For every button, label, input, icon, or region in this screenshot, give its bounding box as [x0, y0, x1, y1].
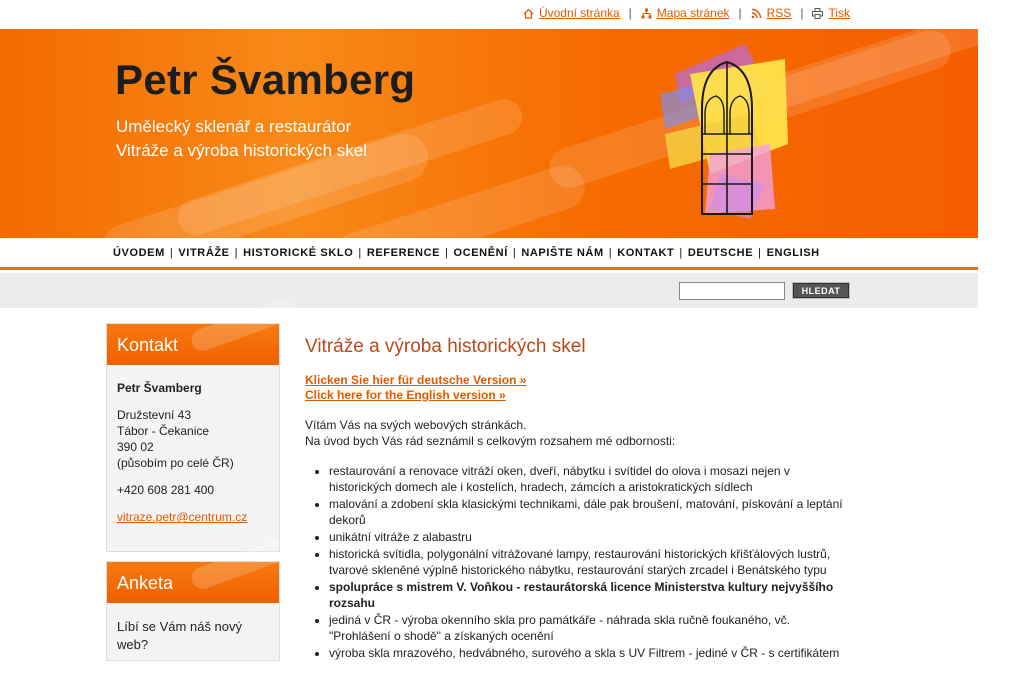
separator: |	[445, 247, 449, 259]
search-button[interactable]: HLEDAT	[793, 283, 849, 298]
nav-item-label: ENGLISH	[766, 247, 820, 259]
nav-item-label: ÚVODEM	[113, 247, 165, 259]
home-link-label: Úvodní stránka	[538, 6, 620, 20]
separator: |	[628, 6, 632, 20]
site-title: Petr Švamberg	[115, 56, 416, 103]
stained-glass-window-logo	[650, 34, 790, 224]
rss-link[interactable]	[751, 6, 792, 20]
address-line: (působím po celé ČR)	[117, 456, 234, 470]
site-tagline: Vitráže a výroba historických skel	[116, 141, 368, 160]
rss-icon	[751, 8, 762, 19]
site-subtitle: Umělecký sklenář a restaurátor	[116, 117, 352, 136]
address-line: Tábor - Čekanice	[117, 424, 210, 438]
contact-email-link[interactable]: vitraze.petr@centrum.cz	[117, 510, 248, 524]
separator: |	[800, 6, 804, 20]
nav-item-historicke-sklo[interactable]	[235, 247, 354, 259]
address-line: Družstevní 43	[117, 408, 192, 422]
intro-line: Na úvod bych Vás rád seznámil s celkovým rozsahem mé odbornosti:	[305, 434, 676, 448]
nav-item-label: VITRÁŽE	[178, 247, 230, 259]
nav-item-vitraze[interactable]	[170, 247, 230, 259]
nav-item-label: DEUTSCHE	[687, 247, 754, 259]
list-item: • restaurování a renovace vitráží oken, dveří, nábytku i svítidel do olova i mosazi nejen v historických domech ale i kostelích, hradech, zámcích a aristokratických sídlech	[329, 463, 850, 495]
separator: |	[512, 247, 517, 259]
contact-box	[106, 323, 280, 552]
nav-item-oceneni[interactable]	[445, 247, 508, 259]
separator: |	[608, 247, 613, 259]
nav-item-english[interactable]	[758, 247, 820, 259]
poll-box	[106, 561, 280, 661]
separator: |	[758, 247, 762, 259]
intro-text	[305, 417, 850, 449]
sitemap-link-label: Mapa stránek	[656, 6, 730, 20]
nav-item-napiste-nam[interactable]	[513, 247, 604, 259]
sitemap-icon	[641, 8, 652, 19]
list-item: • unikátní vitráže z alabastru	[329, 529, 850, 545]
poll-heading: Anketa	[107, 562, 279, 603]
contact-heading: Kontakt	[107, 324, 279, 365]
separator: |	[679, 247, 683, 259]
nav-item-label: HISTORICKÉ SKLO	[243, 247, 354, 259]
list-item: • malování a zdobení skla klasickými technikami, dále pak broušení, matování, pískování a leptání dekorů	[329, 496, 850, 528]
list-item: • jediná v ČR - výroba okenního skla pro památkáře - náhrada skla ručně foukaného, vč. "Prohlášení o shodě" a získaných ocenění	[329, 612, 850, 644]
main-nav	[0, 238, 978, 270]
intro-line: Vítám Vás na svých webových stránkách.	[305, 418, 527, 432]
address-line: 390 02	[117, 440, 154, 454]
nav-item-label: KONTAKT	[617, 247, 675, 259]
search-bar	[0, 273, 978, 308]
home-icon	[523, 8, 534, 19]
print-link[interactable]	[812, 6, 850, 20]
separator: |	[234, 247, 239, 259]
english-version-link[interactable]: Click here for the English version »	[305, 388, 506, 402]
nav-item-label: REFERENCE	[366, 247, 441, 259]
list-item: • spolupráce s mistrem V. Voňkou - restaurátorská licence Ministerstva kultury nejvyššího rozsahu	[329, 579, 850, 611]
services-list	[305, 463, 850, 661]
rss-link-label: RSS	[766, 6, 792, 20]
nav-item-deutsche[interactable]	[679, 247, 753, 259]
printer-icon	[812, 8, 823, 19]
search-input[interactable]	[679, 282, 785, 300]
nav-item-uvodem[interactable]	[113, 247, 165, 259]
nav-item-reference[interactable]	[358, 247, 440, 259]
home-link[interactable]	[523, 6, 620, 20]
header-banner	[0, 29, 978, 238]
separator: |	[738, 6, 742, 20]
contact-name: Petr Švamberg	[117, 381, 202, 395]
nav-item-label: NAPIŠTE NÁM	[521, 247, 604, 259]
separator: |	[358, 247, 362, 259]
list-item: • historická svítidla, polygonální vitrážované lampy, restaurování historických křišťálových lustrů, tvarové skleněné výplně historického nábytku, restaurování starých zrcadel i Benátského typu	[329, 546, 850, 578]
sitemap-link[interactable]	[641, 6, 730, 20]
page-title: Vitráže a výroba historických skel	[305, 336, 586, 357]
list-item: • výroba skla mrazového, hedvábného, surového a skla s UV Filtrem - jediné v ČR - s certifikátem	[329, 645, 850, 661]
nav-item-label: OCENĚNÍ	[453, 247, 508, 259]
nav-item-kontakt[interactable]	[609, 247, 675, 259]
contact-phone: +420 608 281 400	[117, 483, 215, 497]
main-content	[305, 336, 850, 662]
poll-question: Líbí se Vám náš nový web?	[117, 619, 243, 652]
contact-address	[117, 407, 269, 471]
separator: |	[169, 247, 174, 259]
german-version-link[interactable]: Klicken Sie hier für deutsche Version »	[305, 373, 527, 387]
top-links	[523, 4, 850, 22]
print-link-label: Tisk	[828, 6, 850, 20]
